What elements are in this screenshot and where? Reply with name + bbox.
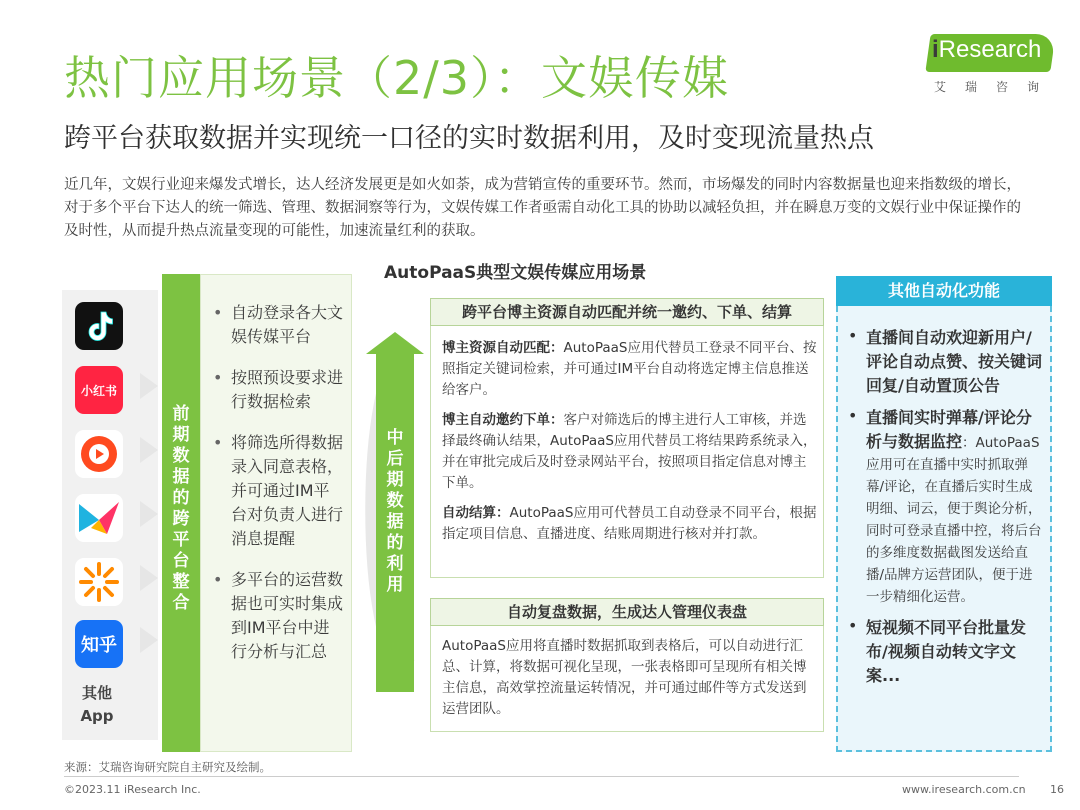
mid-band-label xyxy=(376,428,414,596)
douyin-icon xyxy=(75,302,123,350)
card1-item-label: 博主资源自动匹配： xyxy=(442,340,564,356)
intro-paragraph: 近几年，文娱行业迎来爆发式增长，达人经济发展更是如火如荼，成为营销宣传的重要环节。然而，市场爆发的同时内容数据量也迎来指数级的增长，对于多个平台下达人的统一筛选、管理、数据洞察等行为，文娱传媒工作者亟需自动化工具的协助以减轻负担，并在瞬息万变的文娱行业中保证操作的及时性，从而提升热点流量变现的可能性，加速流量红利的获取。 xyxy=(64,177,1021,239)
card1-item-label: 自动结算： xyxy=(442,505,510,521)
vertical-char: 数 xyxy=(386,491,404,511)
iresearch-logo xyxy=(918,34,1059,96)
page-number: 16 xyxy=(1050,783,1064,796)
page-title: 热门应用场景（2/3）：文娱传媒 xyxy=(64,51,730,105)
diagram-title: AutoPaaS典型文娱传媒应用场景 xyxy=(384,263,647,283)
other-apps-line1: 其他 xyxy=(81,684,112,702)
logo-cn: 艾瑞咨询 xyxy=(934,80,1059,94)
vertical-char: 合 xyxy=(172,593,190,613)
footer-divider xyxy=(64,776,1019,777)
left-bullets-box xyxy=(200,274,352,752)
vertical-char: 期 xyxy=(386,470,404,490)
xiaohongshu-label: 小红书 xyxy=(80,383,117,398)
footer-url[interactable]: www.iresearch.com.cn xyxy=(902,783,1026,796)
vertical-char: 后 xyxy=(386,449,404,469)
logo-wordmark xyxy=(932,36,1041,64)
vertical-char: 据 xyxy=(386,512,404,532)
vertical-char: 的 xyxy=(386,533,404,553)
copyright: ©2023.11 iResearch Inc. xyxy=(64,783,201,796)
card1-body xyxy=(442,338,818,554)
card1-head: 跨平台博主资源自动匹配并统一邀约、下单、结算 xyxy=(430,298,824,326)
zhihu-label: 知乎 xyxy=(81,635,117,656)
source-note: 来源：艾瑞咨询研究院自主研究及绘制。 xyxy=(64,760,271,774)
vertical-char: 用 xyxy=(386,575,404,595)
kuaishou-alt-icon xyxy=(75,494,123,542)
left-bullet: • 将筛选所得数据录入同意表格，并可通过IM平台对负责人进行消息提醒 xyxy=(209,431,343,551)
left-band xyxy=(162,274,200,752)
vertical-char: 利 xyxy=(386,554,404,574)
other-functions-head: 其他自动化功能 xyxy=(836,276,1052,306)
page-subtitle: 跨平台获取数据并实现统一口径的实时数据利用，及时变现流量热点 xyxy=(64,123,874,154)
other-function-item xyxy=(848,616,1044,688)
vertical-char: 前 xyxy=(172,404,190,424)
other-apps-label xyxy=(62,682,132,728)
vertical-char: 跨 xyxy=(172,509,190,529)
card1-item-text: AutoPaaS应用可代替员工自动登录不同平台，根据指定项目信息、直播进度、结账周期进行核对并打款。 xyxy=(442,505,817,542)
vertical-char: 台 xyxy=(172,551,190,571)
mid-band xyxy=(376,352,414,692)
other-functions-list xyxy=(848,326,1044,696)
vertical-char: 平 xyxy=(172,530,190,550)
card1-item xyxy=(442,503,818,545)
kuaishou-icon xyxy=(75,430,123,478)
mid-band-arrowhead xyxy=(366,332,424,354)
vertical-char: 整 xyxy=(172,572,190,592)
card1-item-text: AutoPaaS应用代替员工登录不同平台、按照指定关键词检索，并可通过IM平台自动将选定博主信息推送给客户。 xyxy=(442,340,817,398)
vertical-char: 的 xyxy=(172,488,190,508)
card1-item xyxy=(442,338,818,401)
other-function-item xyxy=(848,326,1044,398)
weibo-sunburst-icon xyxy=(75,558,123,606)
left-bullet: • 自动登录各大文娱传媒平台 xyxy=(209,301,343,349)
other-function-title: 直播间实时弹幕/评论分析与数据监控 xyxy=(866,408,1032,451)
left-bullet-list xyxy=(201,275,351,664)
other-function-text: 短视频不同平台批量发布/视频自动转文字文案... xyxy=(866,618,1027,685)
other-function-sep: ： xyxy=(962,435,976,451)
left-bullet: • 多平台的运营数据也可实时集成到IM平台中进行分析与汇总 xyxy=(209,568,343,664)
vertical-char: 数 xyxy=(172,446,190,466)
logo-i: i xyxy=(932,36,939,63)
xiaohongshu-icon xyxy=(75,366,123,414)
card2-head: 自动复盘数据，生成达人管理仪表盘 xyxy=(430,598,824,626)
vertical-char: 中 xyxy=(386,428,404,448)
card2-body: AutoPaaS应用将直播时数据抓取到表格后，可以自动进行汇总、计算，将数据可视化呈现，一张表格即可呈现所有相关博主信息，高效掌控流量运转情况，并可通过邮件等方式发送到运营团队。 xyxy=(442,638,807,717)
other-function-text: 直播间自动欢迎新用户/评论自动点赞、按关键词回复/自动置顶公告 xyxy=(866,328,1043,395)
left-band-label xyxy=(162,404,200,614)
card1-item-text: 客户对筛选后的博主进行人工审核，并选择最终确认结果，AutoPaaS应用代替员工将结果跨系统录入，并在审批完成后及时登录网站平台，按照项目指定信息对博主下单。 xyxy=(442,412,817,491)
other-function-item xyxy=(848,406,1044,608)
card1-item xyxy=(442,410,818,494)
logo-brand: Research xyxy=(938,36,1042,63)
other-function-text: AutoPaaS应用可在直播中实时抓取弹幕/评论，在直播后实时生成明细、词云，便于舆论分析，同时可登录直播中控，将后台的多维度数据截图发送给直播/品牌方运营团队，便于进一步精细化运营。 xyxy=(866,435,1042,605)
other-apps-line2: App xyxy=(80,707,114,725)
card1-item-label: 博主自动邀约下单： xyxy=(442,412,564,428)
vertical-char: 据 xyxy=(172,467,190,487)
left-bullet: • 按照预设要求进行数据检索 xyxy=(209,366,343,414)
zhihu-icon xyxy=(75,620,123,668)
vertical-char: 期 xyxy=(172,425,190,445)
